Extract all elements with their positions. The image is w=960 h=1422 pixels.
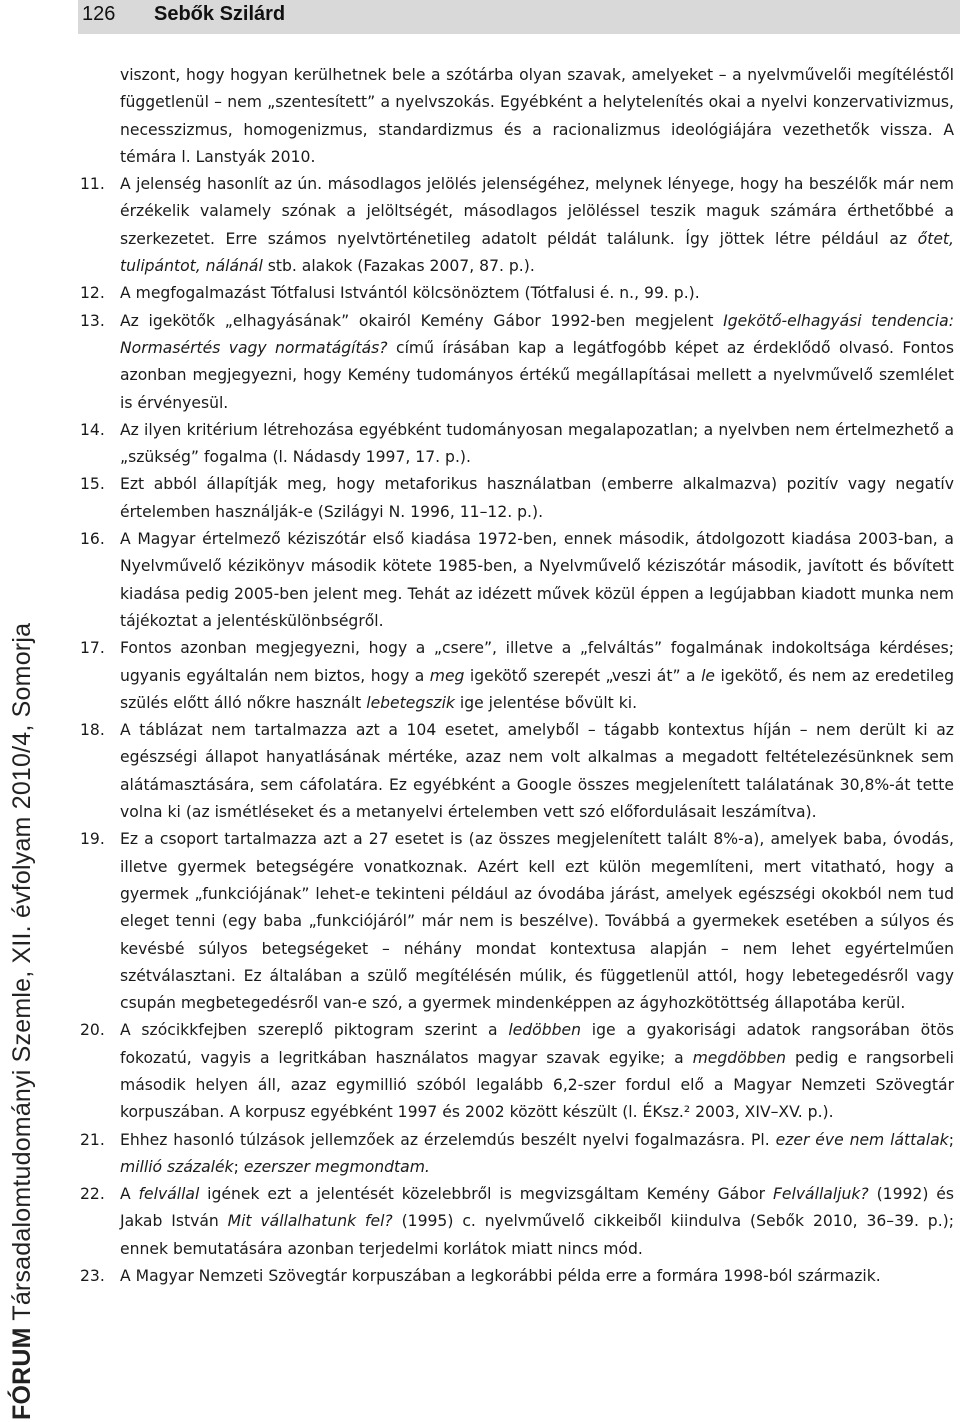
text-segment: Ezt abból állapítják meg, hogy metaforikus használatban (emberre alkalmazva) pozitív vagy negatív értelemben használják-e (Szilágyi N. 1996, 11–12. p.). (120, 475, 954, 521)
text-segment: pedig e rangsorbeli második helyen áll, azaz egymillió szóból legalább 6,2-szer fordul elő a Magyar Nemzeti Szövegtár korpuszában. A korpusz egyébként 1997 és 2002 között készült (l. ÉKsz.² 2003, XIV–XV. p.). (120, 1048, 954, 1122)
text-segment: A Magyar Nemzeti Szövegtár korpuszában a legkorábbi példa erre a formára 1998-ból származik. (120, 1267, 881, 1286)
footnote-text (120, 635, 954, 717)
text-segment: Fontos azonban megjegyezni, hogy a „csere”, illetve a „felváltás” fogalmának indokoltsága kérdéses; ugyanis egyáltalán nem biztos, hogy a (120, 639, 954, 685)
italic-term: ezer éve nem láttalak (775, 1130, 949, 1149)
italic-term: ledöbben (508, 1021, 581, 1040)
text-segment: ; (948, 1130, 954, 1149)
text-segment: A táblázat nem tartalmazza azt a 104 esetet, amelyből – tágabb kontextus híján – nem derült ki az egészségi állapot hanyatlásának mértéke, azaz nem volt alkalmas a megadott feltételezésünknek sem alátámasztására, sem cáfolatára. Ez egyébként a Google összes megjelenített találatának 30,8%-át tette volna ki (az ismétléseket és a metanyelvi értelemben vett szó előfordulásait leszámítva). (120, 721, 954, 822)
footnote (80, 1263, 954, 1290)
footnote (80, 471, 954, 526)
footnote (80, 308, 954, 417)
footnote-text (120, 1127, 954, 1182)
footnote-number: 18. (80, 721, 105, 740)
footnote-text (120, 171, 954, 280)
footnote-text (120, 717, 954, 826)
footnote (80, 280, 954, 307)
text-segment: ; (233, 1157, 244, 1176)
footnote-number: 17. (80, 639, 105, 658)
footnotes-body (80, 62, 954, 1290)
footnote-continuation (80, 62, 954, 171)
italic-term: millió százalék (120, 1157, 234, 1176)
footnote-number: 14. (80, 420, 105, 439)
page-header (78, 0, 960, 34)
text-segment: Ehhez hasonló túlzások jellemzőek az érzelemdús beszélt nyelvi fogalmazásra. Pl. (120, 1130, 776, 1149)
footnote-text: viszont, hogy hogyan kerülhetnek bele a szótárba olyan szavak, amelyeket – a nyelvművelői megítéléstől függetlenül – nem „szentesített” a nyelvszokás. Egyébként a helytelenítés okai a nyelvi konzervativizmus, necesszizmus, homogenizmus, standardizmus és a racionalizmus ideológiájára vezethetők vissza. A témára l. Lanstyák 2010. (120, 66, 954, 166)
running-author: Sebők Szilárd (154, 3, 286, 25)
text-segment: A megfogalmazást Tótfalusi Istvántól kölcsönöztem (Tótfalusi é. n., 99. p.). (120, 284, 700, 303)
footnote-text (120, 417, 954, 472)
italic-term: le (701, 666, 715, 685)
footnotes-list (80, 171, 954, 1290)
italic-term: lebetegszik (366, 693, 455, 712)
text-segment: igekötő szerepét „veszi át” a (464, 666, 702, 685)
text-segment: Az igekötők „elhagyásának” okairól Kemény Gábor 1992-ben megjelent (120, 311, 724, 330)
text-segment: ige a gyakorisági adatok rangsorában ötös fokozatú, vagyis a legritkában használatos magyar szavak egyike; a (120, 1021, 954, 1067)
text-segment: stb. alakok (Fazakas 2007, 87. p.). (262, 257, 535, 276)
italic-term: meg (429, 666, 465, 685)
italic-term: felvállal (138, 1185, 200, 1204)
journal-info: Társadalomtudományi Szemle, XII. évfolyam 2010/4, Somorja (8, 622, 36, 1328)
text-segment: (1992) és Jakab István (120, 1185, 955, 1231)
footnote-text (120, 1181, 954, 1263)
italic-term: Mit vállalhatunk fel? (227, 1212, 393, 1231)
text-segment: igekötő, és nem az eredetileg szülés előtt álló nőkre használt (120, 666, 954, 712)
footnote (80, 826, 954, 1017)
footnote-number: 21. (80, 1130, 105, 1149)
text-segment: című írásában kap a legátfogóbb képet az érdeklődő olvasó. Fontos azonban megjegyezni, hogy Kemény tudományos értékű megállapításai mellett a nyelvművelő szemlélet is érvényesül. (120, 338, 954, 412)
footnote-number: 16. (80, 530, 105, 549)
text-segment: A Magyar értelmező kéziszótár első kiadása 1972-ben, ennek második, átdolgozott kiadása 2003-ban, a Nyelvművelő kézikönyv második kötete 1985-ben, a Nyelvművelő kéziszótár második, javított és bővített kiadása pedig 2005-ben jelent meg. Tehát az idézett művek közül éppen a legújabban kiadott munka nem tájékoztat a jelentéskülönbségről. (120, 530, 954, 630)
footnote-number: 20. (80, 1021, 105, 1040)
italic-term: Felvállaljuk? (772, 1185, 869, 1204)
text-segment: igének ezt a jelentését közelebbről is megvizsgáltam Kemény Gábor (199, 1185, 773, 1204)
text-segment: ige jelentése bővült ki. (454, 693, 638, 712)
journal-sidebar (8, 623, 37, 1420)
footnote-text (120, 471, 954, 526)
footnote-number: 23. (80, 1267, 105, 1286)
text-segment: A szócikkfejben szereplő piktogram szerint a (120, 1021, 509, 1040)
footnote-number: 19. (80, 830, 105, 849)
footnote-number: 12. (80, 284, 105, 303)
footnote-number: 15. (80, 475, 105, 494)
footnote-number: 13. (80, 311, 105, 330)
page-number: 126 (82, 3, 116, 25)
footnote-text (120, 826, 954, 1017)
footnote-text (120, 308, 954, 417)
footnote-number: 22. (80, 1185, 105, 1204)
text-segment: A jelenség hasonlít az ún. másodlagos jelölés jelenségéhez, melynek lényege, hogy ha beszélők már nem érzékelik valamely szónak a jelöltségét, másodlagos jelöléssel teszik maguk számára érthetőbbé a szerkezetet. Erre számos nyelvtörténetileg adatolt példát találunk. Így jöttek létre például az (120, 175, 954, 248)
footnote (80, 717, 954, 826)
footnote-text (120, 1017, 954, 1126)
text-segment: Ez a csoport tartalmazza azt a 27 esetet is (az összes megjelenített talált 8%-a), amelyek baba, óvodás, illetve gyermek betegségére vonatkoznak. Azért kell ezt külön megemlíteni, mert vitatható, hogy a gyermek „funkciójának” lehet-e tekinteni például az óvodába járást, amelyek egészségi okokból nem tud eleget tenni (egy baba „funkciójáról” már nem is beszélve). Továbbá a gyermekek esetében a súlyos és kevésbé súlyos betegségeket – néhány mondat kontextusa alapján – nem lehet egyértelműen szétválasztani. Ez általában a szülő megítélésén múlik, és függetlenül attól, hogy lebetegedésről vagy csupán megbetegedésről van-e szó, a gyermek mindenképpen az ágyhozkötöttség állapotába kerül. (120, 830, 954, 1013)
footnote (80, 1017, 954, 1126)
footnote-number: 11. (80, 175, 105, 194)
footnote-text (120, 1263, 954, 1290)
journal-name-bold: FÓRUM (8, 1327, 36, 1420)
italic-term: megdöbben (692, 1048, 787, 1067)
footnote (80, 1127, 954, 1182)
footnote (80, 526, 954, 635)
footnote-text (120, 280, 954, 307)
text-segment: A (120, 1185, 139, 1204)
footnote (80, 1181, 954, 1263)
footnote-text (120, 526, 954, 635)
footnote (80, 417, 954, 472)
footnote (80, 635, 954, 717)
footnote (80, 171, 954, 280)
italic-term: Igekötő-elhagyási tendencia: Normasértés vagy normatágítás? (120, 311, 954, 357)
text-segment: (1995) c. nyelvművelő cikkeiből kiindulva (Sebők 2010, 36–39. p.); ennek bemutatására azonban terjedelmi korlátok miatt nincs mód. (120, 1212, 954, 1258)
text-segment: Az ilyen kritérium létrehozása egyébként tudományosan megalapozatlan; a nyelvben nem értelmezhető a „szükség” fogalma (l. Nádasdy 1997, 17. p.). (120, 420, 954, 467)
italic-term: ezerszer megmondtam. (243, 1157, 430, 1176)
italic-term: őtet, tulipántot, nálánál (120, 229, 954, 276)
